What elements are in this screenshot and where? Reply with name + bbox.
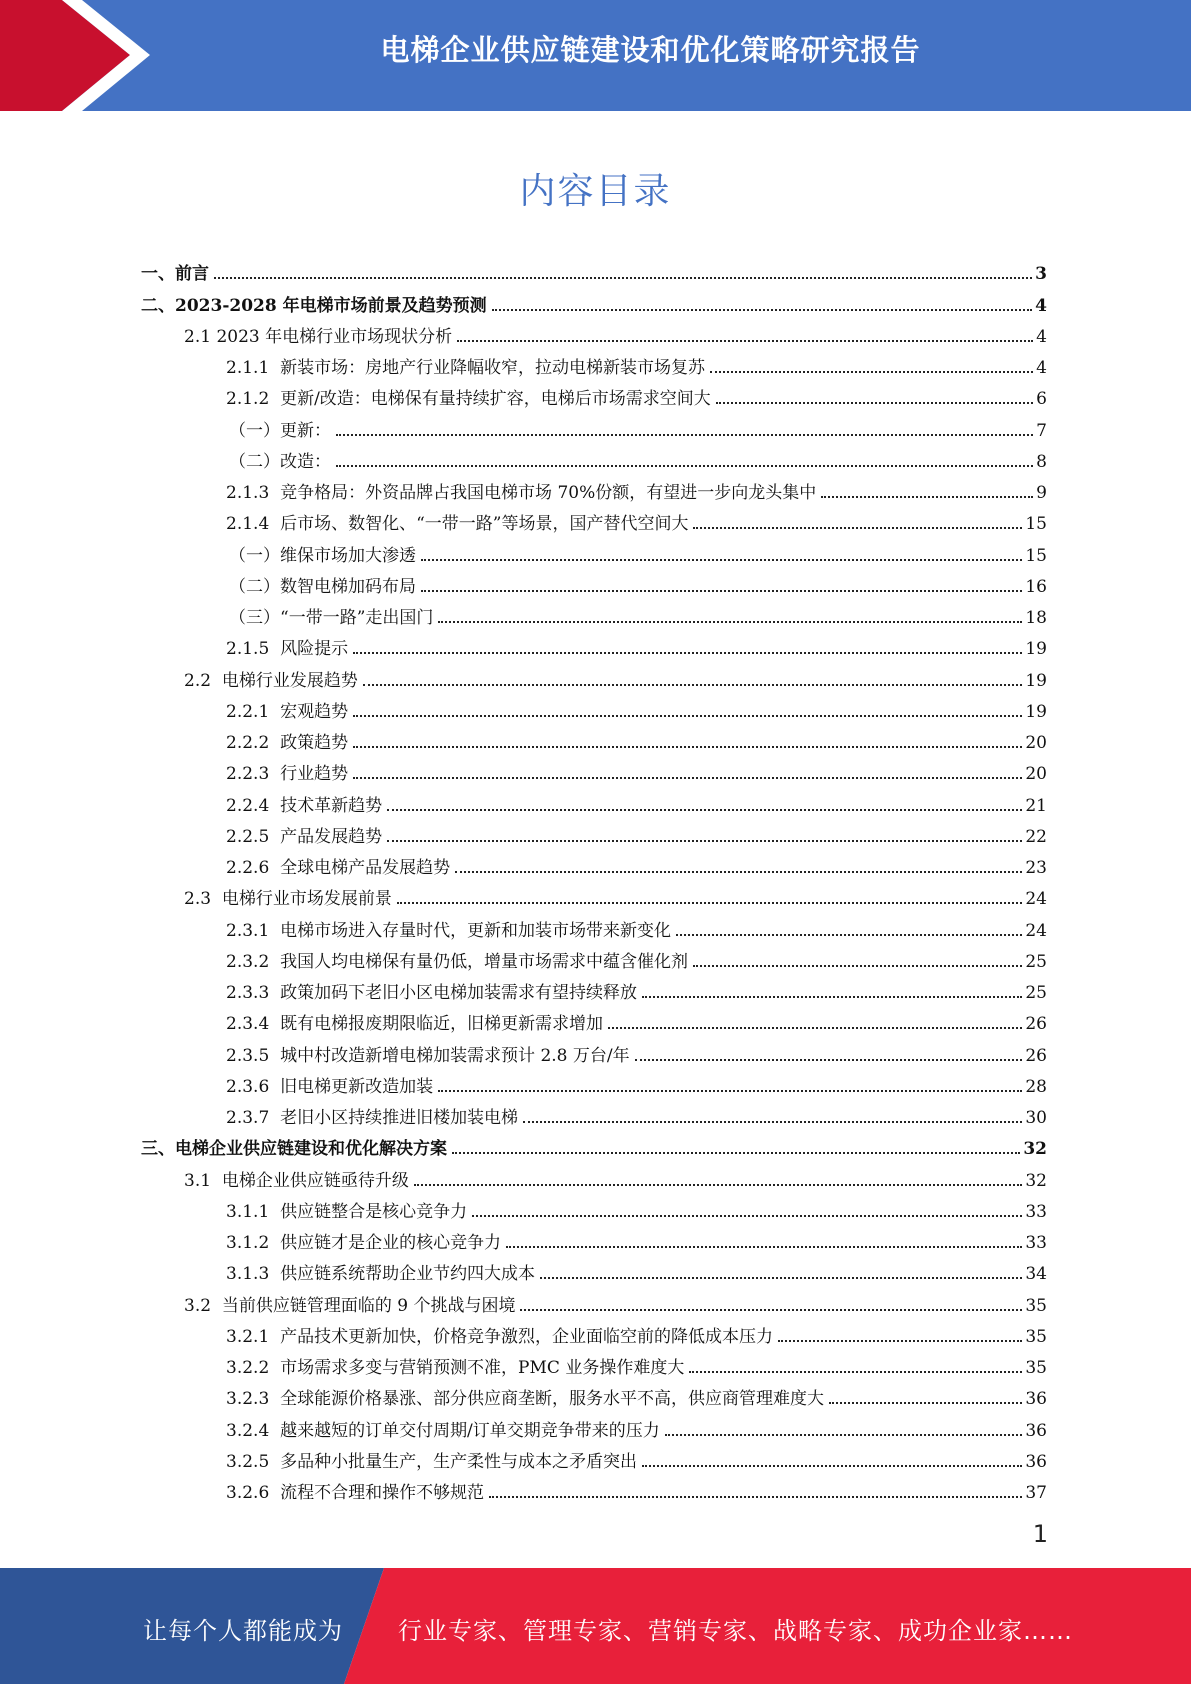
toc-leader-dots [452,1152,1020,1154]
toc-leader-dots [716,402,1033,404]
toc-entry[interactable] [141,473,1047,504]
toc-entry-page: 20 [1025,764,1047,785]
toc-heading: 内容目录 [519,171,672,212]
toc-entry-page: 33 [1025,1233,1047,1253]
toc-entry-page: 32 [1025,1170,1047,1191]
toc-leader-dots [421,590,1022,592]
toc-leader-dots [642,996,1022,998]
toc-leader-dots [540,1277,1022,1279]
toc-entry-page: 26 [1025,1045,1047,1066]
toc-leader-dots [353,777,1022,779]
toc-leader-dots [363,684,1023,686]
toc-entry-page: 3 [1035,264,1047,285]
toc-entry[interactable] [141,504,1047,535]
report-title: 电梯企业供应链建设和优化策略研究报告 [380,33,921,67]
toc-entry[interactable] [141,973,1047,1004]
toc-leader-dots [520,1309,1022,1311]
toc-entry-page: 4 [1036,326,1047,347]
toc-entry-label: 2.3.5 城中村改造新增电梯加装需求预计 2.8 万台/年 [226,1045,630,1066]
toc-entry-label: （二）改造： [229,451,331,472]
toc-entry[interactable] [141,1473,1047,1504]
toc-entry[interactable] [141,379,1047,410]
toc-entry-page: 20 [1025,733,1047,753]
toc-entry[interactable] [141,723,1047,754]
toc-entry-label: 2.3.6 旧电梯更新改造加装 [226,1076,434,1097]
toc-leader-dots [635,1059,1023,1061]
toc-entry-label: 2.2.1 宏观趋势 [226,701,349,722]
toc-entry[interactable] [141,1379,1047,1410]
toc-leader-dots [829,1402,1022,1404]
toc-leader-dots [523,1121,1022,1123]
toc-entry[interactable] [141,1223,1047,1254]
toc-entry[interactable] [141,1129,1047,1160]
toc-entry[interactable] [141,348,1047,379]
toc-leader-dots [608,1027,1022,1029]
toc-entry[interactable] [141,1035,1047,1066]
toc-leader-dots [472,1215,1022,1217]
toc-leader-dots [353,715,1022,717]
toc-entry-label: 2.3.1 电梯市场进入存量时代，更新和加装市场带来新变化 [226,920,672,941]
toc-entry[interactable] [141,1410,1047,1441]
toc-entry-label: 一、前言 [141,264,209,285]
toc-entry-label: 2.3.2 我国人均电梯保有量仍低，增量市场需求中蕴含催化剂 [226,951,689,972]
toc-leader-dots [689,1371,1022,1373]
toc-entry-page: 16 [1025,576,1047,597]
toc-entry-label: 2.3.7 老旧小区持续推进旧楼加装电梯 [226,1108,519,1128]
toc-entry[interactable] [141,1285,1047,1316]
toc-entry[interactable] [141,1254,1047,1285]
toc-entry[interactable] [141,567,1047,598]
toc-entry-label: 3.2 当前供应链管理面临的 9 个挑战与困境 [184,1295,516,1316]
toc-entry-page: 35 [1025,1295,1047,1316]
toc-entry[interactable] [141,879,1047,910]
toc-entry[interactable] [141,754,1047,785]
toc-entry-label: 2.2.3 行业趋势 [226,764,349,785]
toc-leader-dots [397,902,1023,904]
toc-entry-page: 25 [1025,951,1047,972]
toc-entry[interactable] [141,598,1047,629]
toc-entry-label: 2.3.4 既有电梯报废期限临近，旧梯更新需求增加 [226,1014,604,1035]
toc-entry-label: 2.3 电梯行业市场发展前景 [184,889,392,910]
toc-entry-label: 3.2.3 全球能源价格暴涨、部分供应商垄断，服务水平不高，供应商管理难度大 [226,1389,825,1410]
toc-leader-dots [214,277,1032,279]
toc-leader-dots [778,1340,1022,1342]
toc-entry-page: 36 [1025,1420,1047,1441]
toc-entry-label: 2.1.2 更新/改造：电梯保有量持续扩容，电梯后市场需求空间大 [226,389,711,410]
toc-leader-dots [387,840,1022,842]
toc-entry[interactable] [141,317,1047,348]
toc-entry-page: 19 [1025,670,1047,691]
toc-entry-label: 三、电梯企业供应链建设和优化解决方案 [141,1139,447,1160]
toc-leader-dots [387,809,1022,811]
toc-entry-label: 3.1.3 供应链系统帮助企业节约四大成本 [226,1264,536,1285]
toc-entry-label: 2.2 电梯行业发展趋势 [184,670,358,691]
toc-leader-dots [676,934,1022,936]
toc-leader-dots [665,1434,1023,1436]
toc-leader-dots [489,1496,1022,1498]
toc-entry-page: 33 [1025,1201,1047,1222]
toc-entry-label: 3.2.6 流程不合理和操作不够规范 [226,1483,485,1503]
toc-entry-page: 22 [1025,826,1047,847]
toc-entry-page: 18 [1025,608,1047,628]
toc-entry-label: 3.2.4 越来越短的订单交付周期/订单交期竞争带来的压力 [226,1420,660,1441]
toc-leader-dots [353,746,1022,748]
toc-entry-label: 2.2.5 产品发展趋势 [226,826,383,847]
footer-slogan-left: 让每个人都能成为 [143,1617,343,1645]
toc-leader-dots [438,1090,1022,1092]
toc-entry[interactable] [141,1317,1047,1348]
toc-entry[interactable] [141,817,1047,848]
toc-entry[interactable] [141,1442,1047,1473]
toc-entry-label: 3.1.1 供应链整合是核心竞争力 [226,1201,468,1222]
toc-leader-dots [414,1184,1023,1186]
toc-entry[interactable] [141,1348,1047,1379]
toc-entry-label: 二、2023-2028 年电梯市场前景及趋势预测 [141,295,487,316]
toc-entry-label: 3.2.1 产品技术更新加快，价格竞争激烈，企业面临空前的降低成本压力 [226,1326,774,1347]
toc-entry-page: 37 [1025,1483,1047,1503]
toc-entry-label: 2.1.1 新装市场：房地产行业降幅收窄，拉动电梯新装市场复苏 [226,358,706,378]
toc-entry-page: 32 [1023,1139,1047,1160]
toc-entry-label: 2.1.5 风险提示 [226,639,349,660]
toc-leader-dots [455,871,1022,873]
toc-entry-page: 36 [1025,1451,1047,1472]
toc-entry[interactable] [141,942,1047,973]
header-bar [0,0,1191,111]
toc-entry[interactable] [141,1098,1047,1129]
toc-entry-page: 23 [1025,858,1047,878]
toc-entry-page: 24 [1025,920,1047,941]
toc-entry-page: 25 [1025,983,1047,1003]
footer-slogan-right: 行业专家、管理专家、营销专家、战略专家、成功企业家…… [398,1617,1073,1645]
toc-entry[interactable] [141,535,1047,566]
toc-entry-page: 9 [1036,483,1047,503]
page-number: 1 [1032,1520,1048,1548]
toc-entry-label: 3.1.2 供应链才是企业的核心竞争力 [226,1233,502,1253]
toc-entry-page: 30 [1025,1108,1047,1128]
toc-entry-label: 2.2.6 全球电梯产品发展趋势 [226,858,451,878]
toc-entry[interactable] [141,1067,1047,1098]
toc-leader-dots [642,1465,1022,1467]
toc-entry-label: （二）数智电梯加码布局 [229,576,416,597]
toc-entry-label: 2.2.2 政策趋势 [226,733,349,753]
toc-entry-label: 3.1 电梯企业供应链亟待升级 [184,1170,409,1191]
toc-entry[interactable] [141,692,1047,723]
toc-leader-dots [693,965,1022,967]
toc-entry-label: （一）维保市场加大渗透 [229,545,416,566]
toc-entry[interactable] [141,1192,1047,1223]
toc-entry-label: （一）更新： [229,420,331,441]
toc-entry-page: 36 [1025,1389,1047,1410]
toc-entry-label: 2.1 2023 年电梯行业市场现状分析 [184,326,453,347]
toc-entry-page: 19 [1025,639,1047,660]
toc-entry-label: 3.2.2 市场需求多变与营销预测不准，PMC 业务操作难度大 [226,1358,685,1378]
toc-entry-label: 2.1.4 后市场、数智化、“一带一路”等场景，国产替代空间大 [226,514,689,535]
toc-leader-dots [506,1246,1022,1248]
toc-entry-label: 2.1.3 竞争格局：外资品牌占我国电梯市场 70%份额，有望进一步向龙头集中 [226,483,817,503]
toc-entry-label: 3.2.5 多品种小批量生产，生产柔性与成本之矛盾突出 [226,1451,638,1472]
toc-entry[interactable] [141,1004,1047,1035]
header-arrow-decoration [0,0,160,111]
toc-entry-page: 8 [1036,451,1047,472]
toc-entry[interactable] [141,410,1047,441]
toc-entry[interactable] [141,254,1047,285]
toc-entry-page: 34 [1025,1264,1047,1285]
toc-entry[interactable] [141,910,1047,941]
toc-leader-dots [710,371,1033,373]
toc-entry-page: 26 [1025,1014,1047,1035]
toc-leader-dots [492,309,1033,311]
toc-entry-page: 21 [1025,795,1047,816]
toc-entry[interactable] [141,629,1047,660]
toc-entry[interactable] [141,1160,1047,1191]
toc-entry-page: 24 [1025,889,1047,910]
toc-entry-page: 15 [1025,514,1047,535]
toc-entry-label: （三）“一带一路”走出国门 [229,608,434,628]
footer-banner [0,1568,1191,1684]
toc-entry-page: 35 [1025,1326,1047,1347]
toc-leader-dots [693,527,1022,529]
toc-entry[interactable] [141,285,1047,316]
toc-leader-dots [438,621,1022,623]
toc-leader-dots [421,559,1022,561]
toc-leader-dots [353,652,1022,654]
toc-entry[interactable] [141,660,1047,691]
toc-entry-page: 35 [1025,1358,1047,1378]
toc-entry-page: 7 [1036,420,1047,441]
toc-entry[interactable] [141,848,1047,879]
toc-entry-label: 2.3.3 政策加码下老旧小区电梯加装需求有望持续释放 [226,983,638,1003]
toc-leader-dots [821,496,1033,498]
table-of-contents [141,254,1047,1504]
toc-leader-dots [336,434,1033,436]
toc-entry[interactable] [141,442,1047,473]
toc-entry-label: 2.2.4 技术革新趋势 [226,795,383,816]
toc-entry-page: 15 [1025,545,1047,566]
toc-entry-page: 19 [1025,701,1047,722]
toc-entry-page: 6 [1036,389,1047,410]
toc-entry[interactable] [141,785,1047,816]
toc-leader-dots [336,465,1033,467]
toc-entry-page: 28 [1025,1076,1047,1097]
toc-leader-dots [457,340,1033,342]
toc-entry-page: 4 [1035,295,1047,316]
toc-entry-page: 4 [1036,358,1047,378]
